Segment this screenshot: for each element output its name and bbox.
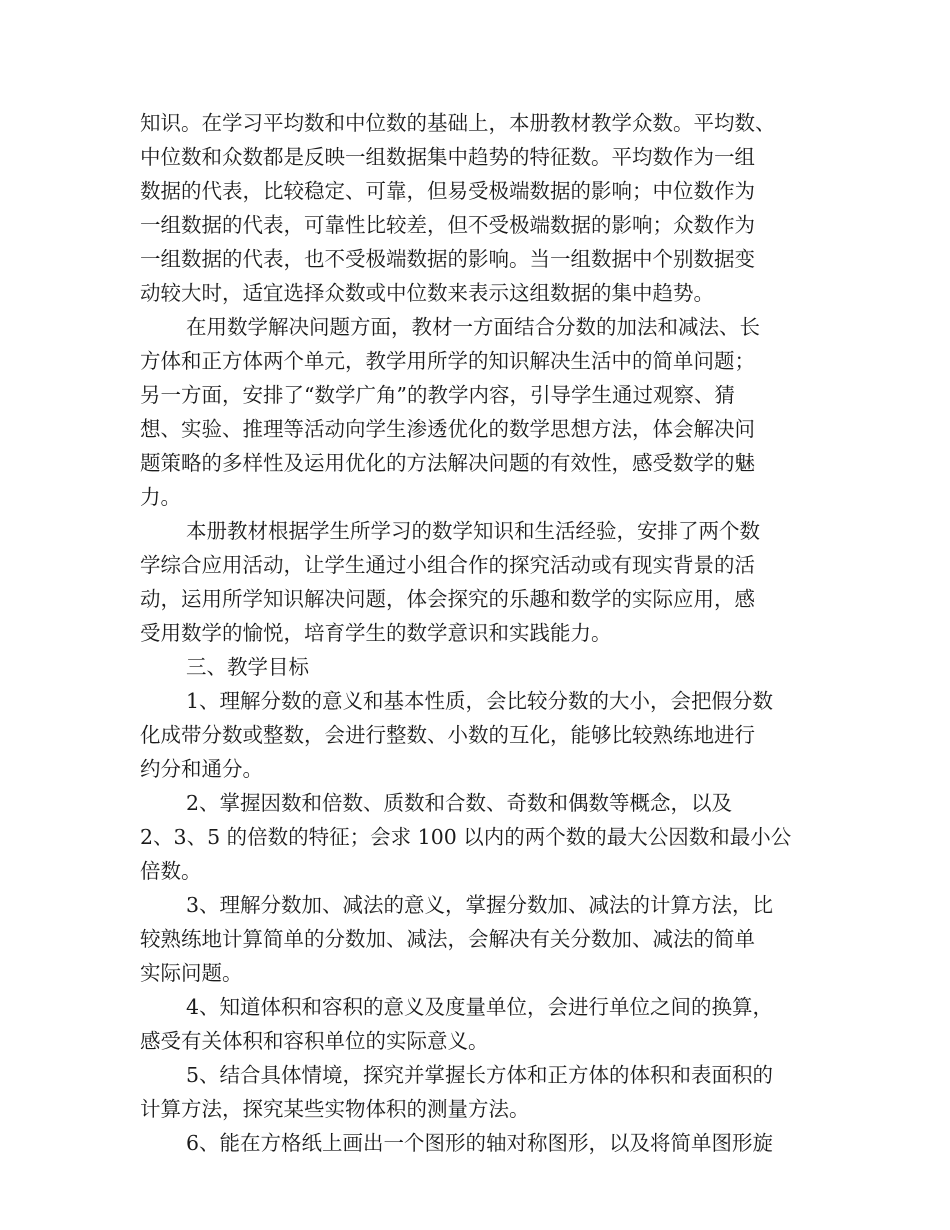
text-line: 4、知道体积和容积的意义及度量单位，会进行单位之间的换算， [186, 995, 774, 1019]
text-line: 动，运用所学知识解决问题，体会探究的乐趣和数学的实际应用，感 [140, 587, 755, 611]
text-line: 一组数据的代表，也不受极端数据的影响。当一组数据中个别数据变 [140, 247, 755, 271]
text-line: 动较大时，适宜选择众数或中位数来表示这组数据的集中趋势。 [140, 281, 714, 305]
text-line: 题策略的多样性及运用优化的方法解决问题的有效性，感受数学的魅 [140, 451, 755, 475]
text-line: 计算方法，探究某些实物体积的测量方法。 [140, 1097, 530, 1121]
text-line: 感受有关体积和容积单位的实际意义。 [140, 1029, 489, 1053]
text-line: 学综合应用活动，让学生通过小组合作的探究活动或有现实背景的活 [140, 553, 755, 577]
text-line: 2、掌握因数和倍数、质数和合数、奇数和偶数等概念，以及 [186, 791, 733, 815]
text-line: 倍数。 [140, 859, 202, 883]
text-line: 实际问题。 [140, 961, 243, 985]
text-line: 中位数和众数都是反映一组数据集中趋势的特征数。平均数作为一组 [140, 145, 755, 169]
text-line: 本册教材根据学生所学习的数学知识和生活经验，安排了两个数 [186, 519, 760, 543]
section-heading: 三、教学目标 [186, 655, 309, 679]
text-line: 知识。在学习平均数和中位数的基础上，本册教材教学众数。平均数、 [140, 111, 776, 135]
text-line: 6、能在方格纸上画出一个图形的轴对称图形，以及将简单图形旋 [186, 1131, 774, 1155]
text-line: 方体和正方体两个单元，教学用所学的知识解决生活中的简单问题； [140, 349, 755, 373]
text-line: 数据的代表，比较稳定、可靠，但易受极端数据的影响；中位数作为 [140, 179, 755, 203]
text-line: 在用数学解决问题方面，教材一方面结合分数的加法和减法、长 [186, 315, 760, 339]
text-line: 2、3、5 的倍数的特征；会求 100 以内的两个数的最大公因数和最小公 [140, 825, 792, 849]
text-line: 力。 [140, 485, 181, 509]
text-line: 一组数据的代表，可靠性比较差，但不受极端数据的影响；众数作为 [140, 213, 755, 237]
text-line: 约分和通分。 [140, 757, 263, 781]
text-line: 化成带分数或整数，会进行整数、小数的互化，能够比较熟练地进行 [140, 723, 755, 747]
text-line: 想、实验、推理等活动向学生渗透优化的数学思想方法，体会解决问 [140, 417, 755, 441]
text-line: 3、理解分数加、减法的意义，掌握分数加、减法的计算方法，比 [186, 893, 774, 917]
text-line: 1、理解分数的意义和基本性质，会比较分数的大小，会把假分数 [186, 689, 774, 713]
text-line: 较熟练地计算简单的分数加、减法，会解决有关分数加、减法的简单 [140, 927, 755, 951]
text-line: 受用数学的愉悦，培育学生的数学意识和实践能力。 [140, 621, 612, 645]
text-line: 5、结合具体情境，探究并掌握长方体和正方体的体积和表面积的 [186, 1063, 774, 1087]
text-line: 另一方面，安排了“数学广角”的教学内容，引导学生通过观察、猜 [140, 383, 735, 407]
